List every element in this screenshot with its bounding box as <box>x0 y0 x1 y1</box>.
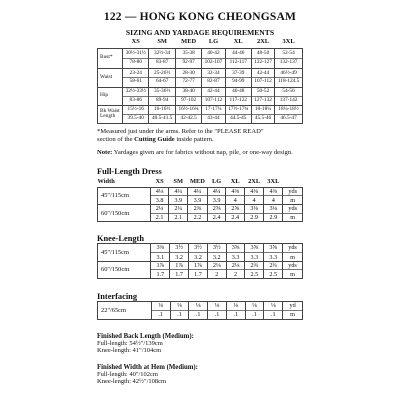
value-cell <box>245 302 264 319</box>
meters-value: .1 <box>158 311 163 319</box>
cm-value: 118-124.5 <box>277 78 300 85</box>
yards-value: 3⅝ <box>227 244 245 253</box>
meters-value: 3.2 <box>212 253 221 261</box>
value-cell <box>207 244 226 261</box>
meters-value: 3.1 <box>156 253 165 261</box>
size-header: 2XL <box>257 38 270 45</box>
unit-meters: m <box>290 196 296 204</box>
yardage-row <box>98 244 303 261</box>
size-header: LG <box>212 177 222 185</box>
value-cell <box>170 261 189 278</box>
size-header: XL <box>230 177 240 185</box>
value-cell <box>226 244 245 261</box>
meters-value: 2.2 <box>193 214 202 222</box>
value-cell <box>275 48 303 68</box>
value-cell <box>225 105 251 123</box>
value-cell <box>251 87 274 105</box>
finished-back-length-line: Knee-length: 41"/104cm <box>97 347 162 355</box>
yards-value: 2⅜ <box>188 205 207 214</box>
value-cell <box>226 187 245 204</box>
value-cell <box>123 105 149 123</box>
measurement-label: Bk Waist Length <box>98 105 123 123</box>
size-header: 3XL <box>267 177 280 185</box>
cm-value: 39.5-40 <box>127 114 144 121</box>
value-cell <box>149 68 175 87</box>
value-cell <box>225 68 251 87</box>
cm-value: 94-99 <box>232 78 245 85</box>
meters-value: 2.9 <box>269 214 278 222</box>
value-cell <box>251 68 274 87</box>
size-header: XS <box>131 38 140 45</box>
value-cell <box>264 261 283 278</box>
value-cell <box>202 87 225 105</box>
body-measurement-table <box>97 38 303 124</box>
inches-value: 35-38 <box>176 51 201 59</box>
yards-value: 3⅝ <box>245 244 263 253</box>
value-cell <box>251 105 274 123</box>
value-cell <box>123 68 149 87</box>
yardage-section <box>97 292 303 319</box>
inches-value: 42-44 <box>252 71 274 79</box>
yards-value: 3⅛ <box>264 205 282 214</box>
cm-value: 83-86 <box>129 96 142 103</box>
yards-value: 4¼ <box>169 188 187 197</box>
measurement-label: Bust* <box>98 48 123 68</box>
size-header: 3XL <box>282 38 295 45</box>
value-cell <box>151 302 170 319</box>
yards-value: 1⅞ <box>151 262 169 271</box>
cm-value: 72-77 <box>182 78 195 85</box>
value-cell <box>189 302 208 319</box>
value-cell <box>283 187 303 204</box>
unit-meters: m <box>290 270 295 278</box>
inches-value: 23-24 <box>123 71 148 79</box>
cm-value: 42-42.5 <box>180 114 197 121</box>
cutting-guide-ref: Cutting Guide <box>134 136 175 144</box>
yards-value: 2¾ <box>245 262 263 271</box>
inches-value: 15½-16 <box>123 107 148 115</box>
measurement-label: Waist <box>98 68 123 87</box>
value-cell <box>175 48 201 68</box>
yardage-row <box>98 261 303 278</box>
yards-value: 4⅛ <box>151 188 169 197</box>
inches-value: 38-40 <box>176 89 201 97</box>
value-cell <box>226 204 245 221</box>
meters-value: 2 <box>234 270 238 278</box>
value-cell <box>207 261 226 278</box>
inches-value: 48-50 <box>252 51 274 59</box>
value-cell <box>264 302 283 319</box>
value-cell <box>283 204 303 221</box>
yardage-table <box>97 301 303 319</box>
value-cell <box>275 105 303 123</box>
unit-yards: yds <box>283 244 302 253</box>
yards-value: ⅛ <box>227 302 245 311</box>
finished-width-heading: Finished Width at Hem (Medium): <box>97 363 198 371</box>
value-cell <box>202 105 225 123</box>
value-cell <box>225 87 251 105</box>
inches-value: 16½-16¾ <box>176 107 201 115</box>
yards-value: 3⅝ <box>264 244 282 253</box>
yards-value: 3½ <box>170 244 188 253</box>
measurement-row <box>98 48 303 68</box>
meters-value: 3.9 <box>193 196 202 204</box>
yardage-size-header-row <box>98 176 303 188</box>
value-cell <box>283 302 303 319</box>
measurement-row <box>98 105 303 123</box>
yardage-heading: Knee-Length <box>97 234 144 244</box>
fabric-width: 60"/150cm <box>98 261 151 278</box>
meters-value: .1 <box>177 311 182 319</box>
inches-value: 18¼-18½ <box>275 107 302 115</box>
value-cell <box>275 87 303 105</box>
value-cell <box>251 48 274 68</box>
yardage-table <box>97 243 303 279</box>
value-cell <box>245 187 264 204</box>
size-header: SM <box>173 177 183 185</box>
cm-value: 89-94 <box>156 96 169 103</box>
inches-value: 46½-49 <box>275 71 302 79</box>
page-title: 122 — HONG KONG CHEONGSAM <box>103 11 297 23</box>
cm-value: 132-137 <box>279 58 298 65</box>
meters-value: 2.9 <box>250 214 258 222</box>
cm-value: 45.5-46 <box>254 114 272 121</box>
yards-value: 2⅛ <box>208 262 226 271</box>
cm-value: 43-44 <box>207 114 220 121</box>
cm-value: 97-102 <box>181 96 197 103</box>
value-cell <box>226 261 245 278</box>
yardage-heading: Interfacing <box>97 292 138 302</box>
unit-yards: yds <box>283 262 302 271</box>
value-cell <box>245 261 264 278</box>
meters-value: 1.7 <box>175 270 183 278</box>
yards-value: 3⅜ <box>151 244 169 253</box>
yardage-note: Note: Yardages given are for fabrics without nap, pile, or one-way design. <box>97 148 293 156</box>
yards-value: ⅛ <box>208 302 226 311</box>
cm-value: 127-132 <box>254 96 272 103</box>
value-cell <box>170 244 189 261</box>
finished-back-length-heading: Finished Back Length (Medium): <box>97 332 194 340</box>
finished-width-line: Full-length: 40"/102cm <box>97 370 158 378</box>
unit-meters: m <box>290 253 295 261</box>
inches-value: 37-39 <box>226 71 251 79</box>
value-cell <box>245 204 264 221</box>
inches-value: 54-56 <box>275 89 302 97</box>
value-cell <box>150 204 169 221</box>
meters-value: 2.5 <box>269 270 278 278</box>
size-header: LG <box>208 38 219 45</box>
inches-value: 40-42 <box>202 51 224 59</box>
cm-value: 82-87 <box>207 78 220 85</box>
meters-value: .1 <box>252 311 257 319</box>
value-cell <box>264 187 283 204</box>
measurement-label: Hip <box>98 87 123 105</box>
value-cell <box>170 302 189 319</box>
yards-value: 4⅜ <box>264 188 282 197</box>
value-cell <box>275 68 303 87</box>
inches-value: 32½-34 <box>149 51 174 59</box>
cm-value: 107-112 <box>204 96 223 103</box>
meters-value: .1 <box>233 311 239 319</box>
value-cell <box>264 244 283 261</box>
unit-yards: yd <box>283 302 302 311</box>
value-cell <box>264 204 283 221</box>
meters-value: 4 <box>233 196 237 204</box>
inches-value: 42-44 <box>202 89 224 97</box>
meters-value: 3.3 <box>231 253 240 261</box>
value-cell <box>151 261 170 278</box>
value-cell <box>283 261 303 278</box>
meters-value: 2.5 <box>250 270 259 278</box>
yards-value: ⅛ <box>189 302 207 311</box>
cm-value: 92-97 <box>182 58 195 65</box>
yardage-table <box>97 176 303 223</box>
yardage-row <box>98 187 303 204</box>
inches-value: 17-17¼ <box>202 107 224 115</box>
meters-value: .1 <box>195 311 201 319</box>
fabric-width: 22"/65cm <box>98 302 152 319</box>
size-header: SM <box>157 38 167 45</box>
meters-value: 2 <box>215 270 219 278</box>
meters-value: 1.7 <box>156 270 165 278</box>
value-cell <box>149 48 175 68</box>
yards-value: ⅛ <box>264 302 282 311</box>
unit-meters: m <box>290 311 295 319</box>
yards-value: 4⅜ <box>226 188 244 197</box>
inches-value: 18-18¼ <box>252 107 274 115</box>
unit-yards: yds <box>283 188 302 197</box>
value-cell <box>226 302 245 319</box>
inches-value: 46-48 <box>226 89 251 97</box>
yards-value: 3⅛ <box>245 205 263 214</box>
width-label: Width <box>97 177 115 185</box>
value-cell <box>202 68 225 87</box>
yardage-row <box>98 204 303 221</box>
cm-value: 107-112 <box>254 78 272 85</box>
value-cell <box>123 87 149 105</box>
value-cell <box>175 87 201 105</box>
cm-value: 64-67 <box>156 78 169 85</box>
meters-value: 1.7 <box>194 270 202 278</box>
yards-value: 2¾ <box>264 262 282 271</box>
yardage-section <box>97 234 303 279</box>
value-cell <box>123 48 149 68</box>
meters-value: 3.9 <box>212 196 221 204</box>
cm-value: 44.5-45 <box>230 114 247 121</box>
size-header: MED <box>189 177 205 185</box>
cm-value: 58-61 <box>129 78 142 85</box>
value-cell <box>169 204 188 221</box>
value-cell <box>207 187 226 204</box>
meters-value: 2.4 <box>231 214 240 222</box>
yards-value: 2⅝ <box>208 205 226 214</box>
meters-value: 2.1 <box>174 214 183 222</box>
inches-value: 28-30 <box>176 71 201 79</box>
yards-value: 4¼ <box>188 188 207 197</box>
value-cell <box>151 244 170 261</box>
finished-back-length <box>97 333 303 355</box>
finished-width-at-hem <box>97 364 303 386</box>
unit-yards: yds <box>283 205 302 214</box>
value-cell <box>189 244 208 261</box>
meters-value: 3.2 <box>194 253 202 261</box>
meters-value: 4 <box>271 196 275 204</box>
meters-value: 3.3 <box>269 253 278 261</box>
yards-value: 4⅜ <box>245 188 263 197</box>
value-cell <box>150 187 169 204</box>
value-cell <box>149 87 175 105</box>
measurement-row <box>98 87 303 105</box>
value-cell <box>149 105 175 123</box>
inches-value: 25-26½ <box>149 71 174 79</box>
inches-value: 50-52 <box>252 89 274 97</box>
measurement-footnote: *Measured just under the arms. Refer to the "PLEASE READ" section of the Cutting Guide inside pattern. <box>97 127 264 144</box>
yards-value: 1⅞ <box>170 262 188 271</box>
cm-value: 78-80 <box>129 58 142 65</box>
yards-value: 4¼ <box>208 188 226 197</box>
cm-value: 112-117 <box>229 58 247 65</box>
meters-value: 3.2 <box>175 253 183 261</box>
value-cell <box>245 244 264 261</box>
inches-value: 35-36½ <box>149 89 174 97</box>
finished-back-length-line: Full-length: 54½"/139cm <box>97 339 163 347</box>
cm-value: 46.5-47 <box>280 114 297 121</box>
size-header-row <box>98 38 303 48</box>
yards-value: 2¼ <box>151 205 169 214</box>
yardage-sections <box>97 167 303 320</box>
inches-value: 32-34 <box>202 71 224 79</box>
finished-width-line: Knee-length: 42½"/108cm <box>97 378 167 386</box>
fabric-width: 45"/115cm <box>98 244 151 261</box>
value-cell <box>188 187 208 204</box>
measurement-row <box>98 68 303 87</box>
meters-value: 2.1 <box>155 214 164 222</box>
inches-value: 44-46 <box>226 51 251 59</box>
cm-value: 40.5-41.5 <box>152 114 173 121</box>
value-cell <box>283 244 303 261</box>
meters-value: 2.4 <box>212 214 221 222</box>
yardage-heading: Full-Length Dress <box>97 166 162 176</box>
size-header: MED <box>181 38 197 45</box>
yards-value: 2⅛ <box>227 262 245 271</box>
cm-value: 137-142 <box>279 96 298 103</box>
yards-value: 3½ <box>189 244 207 253</box>
inches-value: 52-54 <box>275 51 302 59</box>
value-cell <box>175 68 201 87</box>
yardage-row <box>98 302 303 319</box>
unit-meters: m <box>290 214 296 222</box>
yards-value: ⅛ <box>246 302 264 311</box>
value-cell <box>169 187 188 204</box>
size-header: 2XL <box>248 177 261 185</box>
value-cell <box>202 48 225 68</box>
cm-value: 117-122 <box>229 96 247 103</box>
value-cell <box>208 302 227 319</box>
value-cell <box>188 204 208 221</box>
size-header: XL <box>233 38 243 45</box>
yards-value: 2⅝ <box>226 205 244 214</box>
cm-value: 83-87 <box>156 58 169 65</box>
inches-value: 16-16½ <box>149 107 174 115</box>
yards-value: 2¼ <box>169 205 187 214</box>
yards-value: 3½ <box>208 244 226 253</box>
fabric-width: 60"/150cm <box>98 204 151 221</box>
meters-value: .1 <box>270 311 276 319</box>
inches-value: 17½-17¾ <box>226 107 251 115</box>
meters-value: 3.3 <box>250 253 259 261</box>
value-cell <box>207 204 226 221</box>
section-subtitle: SIZING AND YARDAGE REQUIREMENTS <box>125 28 275 37</box>
meters-value: 4 <box>252 196 256 204</box>
yardage-section <box>97 167 303 223</box>
meters-value: 3.9 <box>174 196 183 204</box>
value-cell <box>189 261 208 278</box>
inches-value: 32½-33½ <box>123 89 148 97</box>
value-cell <box>225 48 251 68</box>
cm-value: 102-107 <box>204 58 223 65</box>
yards-value: ⅛ <box>171 302 189 311</box>
value-cell <box>175 105 201 123</box>
size-header: XS <box>155 177 164 185</box>
meters-value: 3.8 <box>155 196 164 204</box>
meters-value: .1 <box>214 311 220 319</box>
cm-value: 122-127 <box>254 58 272 65</box>
inches-value: 30½-31½ <box>123 51 148 59</box>
fabric-width: 45"/115cm <box>98 187 151 204</box>
yards-value: ⅛ <box>152 302 170 311</box>
yards-value: 1⅞ <box>189 262 207 271</box>
